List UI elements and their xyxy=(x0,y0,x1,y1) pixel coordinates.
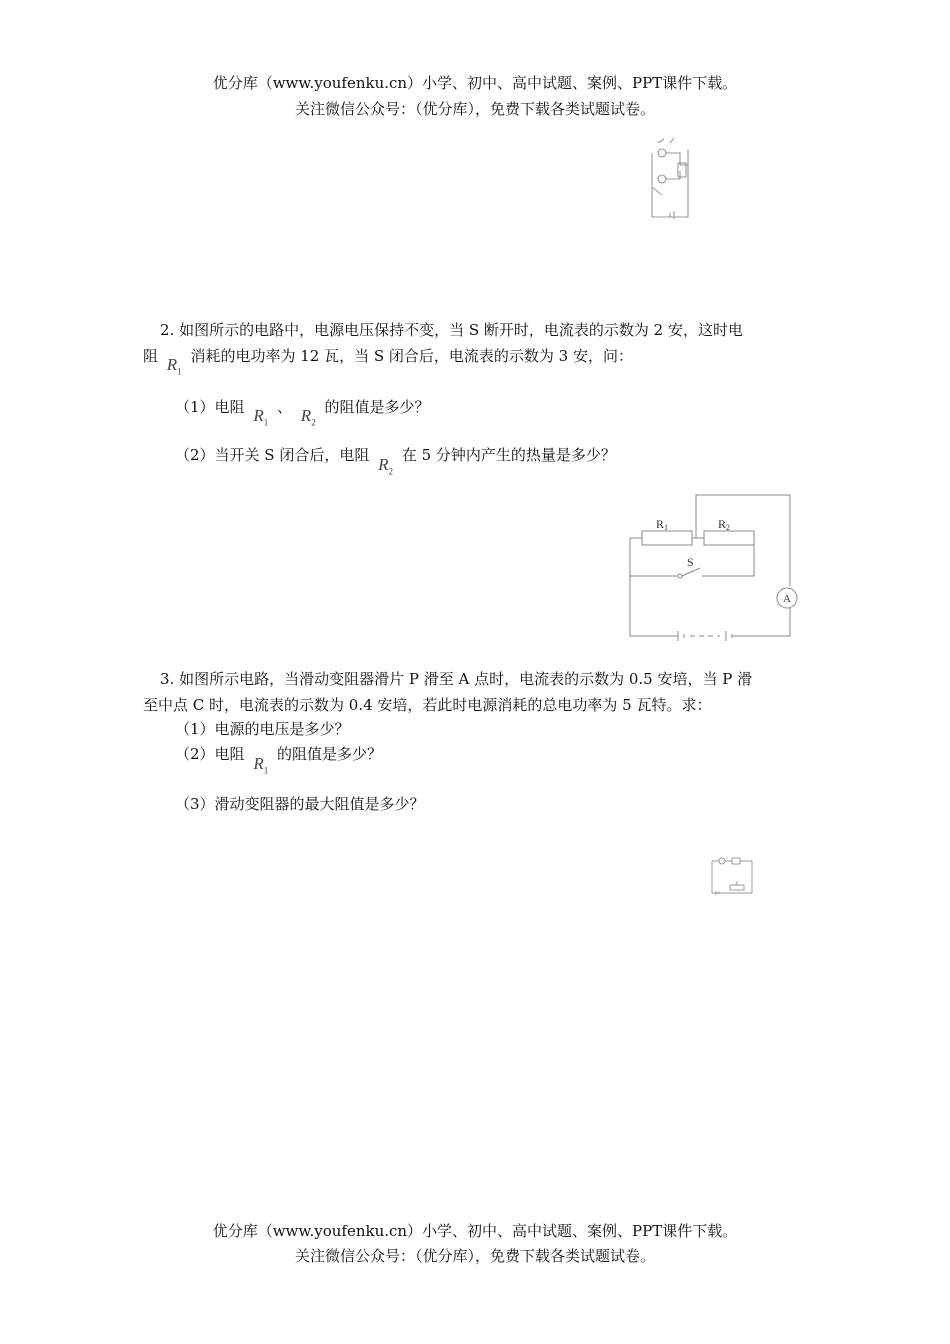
q2-sub-2 xyxy=(175,444,616,477)
q3-line-1: 3. 如图所示电路，当滑动变阻器滑片 P 滑至 A 点时，电流表的示数为 0.5 安培，当 P 滑 xyxy=(160,670,753,688)
q2-sub-2-post: 在 5 分钟内产生的热量是多少？ xyxy=(401,446,616,464)
q3-sub-2-post: 的阻值是多少？ xyxy=(277,745,383,763)
q3-sub-1: （1）电源的电压是多少？ xyxy=(175,720,350,738)
var-r2: $R_2$ xyxy=(378,455,394,477)
switch-label: S xyxy=(687,555,694,569)
var-r1: $R_1$ xyxy=(166,355,182,377)
ammeter-label: A xyxy=(783,593,791,605)
var-r1: $R_1$ xyxy=(253,406,269,428)
q2-sub-2-pre: （2）当开关 S 闭合后，电阻 xyxy=(175,446,370,464)
circuit-figure-small-3 xyxy=(708,853,758,901)
q2-line-2 xyxy=(143,345,633,377)
q2-line-2-post: 消耗的电功率为 12 瓦，当 S 闭合后，电流表的示数为 3 安，问： xyxy=(190,347,633,365)
q3-sub-2 xyxy=(175,743,383,776)
footer-line-1: 优分库（www.youfenku.cn）小学、初中、高中试题、案例、PPT课件下载。 xyxy=(212,1222,738,1240)
q3-sub-2-pre: （2）电阻 xyxy=(175,745,245,763)
footer-line-2: 关注微信公众号：（优分库），免费下载各类试题试卷。 xyxy=(294,1247,655,1265)
q2-sub-1 xyxy=(175,396,430,428)
header-line-1: 优分库（www.youfenku.cn）小学、初中、高中试题、案例、PPT课件下载。 xyxy=(212,74,738,92)
q2-sub-1-post: 的阻值是多少？ xyxy=(324,398,430,416)
q2-sub-1-mid: 、 xyxy=(277,398,293,416)
r1-label: R1 xyxy=(656,517,669,532)
q3-sub-3: （3）滑动变阻器的最大阻值是多少？ xyxy=(175,795,425,813)
circuit-figure-small-1 xyxy=(640,135,700,225)
header-line-2: 关注微信公众号：（优分库），免费下载各类试题试卷。 xyxy=(294,100,655,118)
q2-line-1: 2. 如图所示的电路中，电源电压保持不变，当 S 断开时，电流表的示数为 2 安，这时电 xyxy=(160,321,743,339)
q2-line-2-pre: 阻 xyxy=(143,347,159,365)
q3-line-2: 至中点 C 时，电流表的示数为 0.4 安培，若此时电源消耗的总电功率为 5 瓦特。求： xyxy=(143,696,712,714)
var-r2: $R_2$ xyxy=(300,406,316,428)
var-r1: $R_1$ xyxy=(253,754,269,776)
circuit-diagram-q2 xyxy=(620,488,805,643)
q2-sub-1-pre: （1）电阻 xyxy=(175,398,245,416)
r2-label: R2 xyxy=(718,517,731,532)
